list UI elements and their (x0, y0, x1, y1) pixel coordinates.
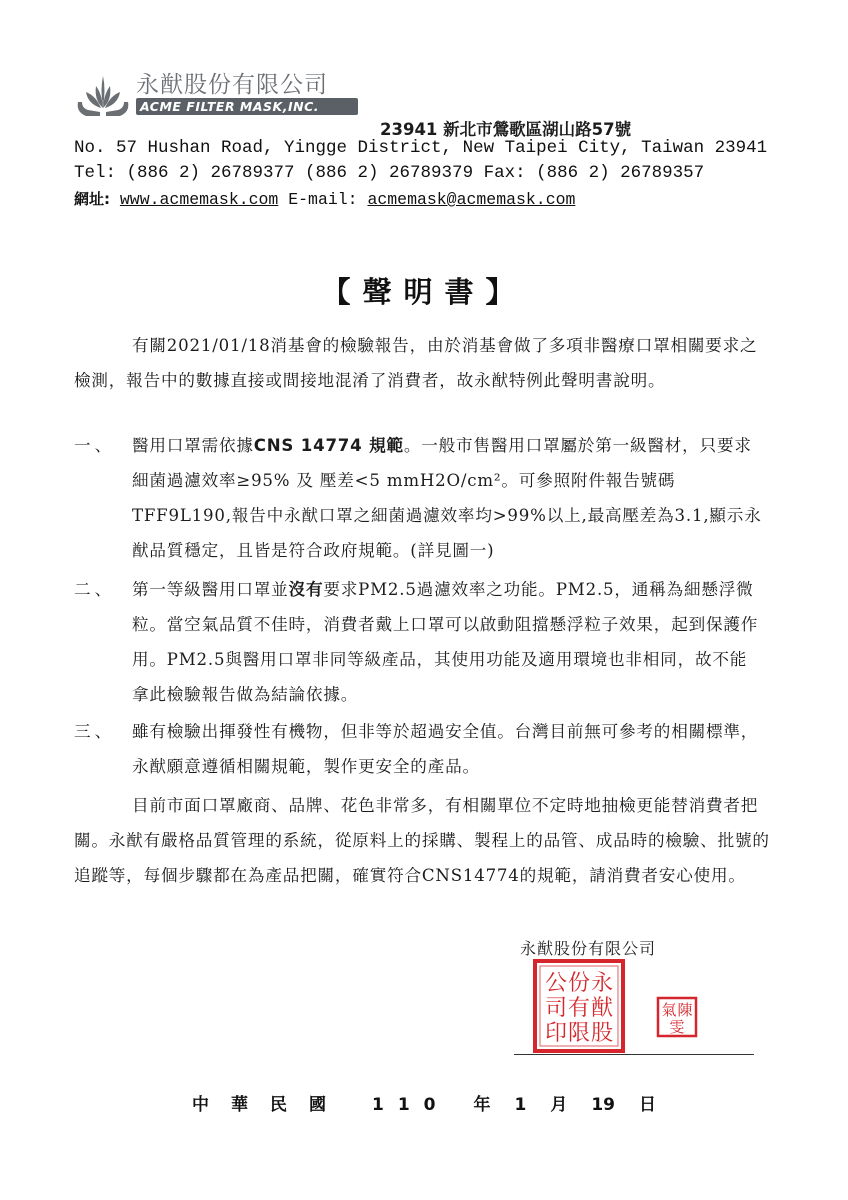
svg-text:印: 印 (544, 1021, 568, 1046)
svg-text:司: 司 (544, 996, 568, 1021)
svg-text:永: 永 (590, 971, 614, 996)
phone-fax-line: Tel: (886 2) 26789377 (886 2) 26789379 Fax: (886 2) 26789357 (74, 163, 705, 183)
item-rest: 。一般市售醫用口罩屬於第一級醫材，只要求細菌過濾效率≥95% 及 壓差<5 mmH2O/cm²。可參照附件報告號碼TFF9L190,報告中永猷口罩之細菌過濾效率均>99%以上,最高壓差為3.1,顯示永猷品質穩定，且皆是符合政府規範。(詳見圖一) (132, 436, 762, 560)
date-day-unit: 日 (639, 1095, 656, 1115)
item-number: 三、 (74, 722, 116, 741)
signer-name: 永猷股份有限公司 (520, 939, 657, 958)
svg-text:陳: 陳 (677, 1001, 693, 1019)
date-year: 110 (371, 1095, 450, 1115)
item-rest: 要求PM2.5過濾效率之功能。PM2.5，通稱為細懸浮微粒。當空氣品質不佳時，消費者戴上口罩可以啟動阻擋懸浮粒子效果，起到保護作用。PM2.5與醫用口罩非同等級產品，其使用功能及適用環境也非相同，故不能拿此檢驗報告做為結論依據。 (132, 580, 759, 704)
intro-text: 有關2021/01/18消基會的檢驗報告，由於消基會做了多項非醫療口罩相關要求之檢測，報告中的數據直接或間接地混淆了消費者，故永猷特例此聲明書說明。 (74, 336, 758, 390)
website-link[interactable]: www.acmemask.com (119, 190, 279, 209)
item-number: 二、 (74, 580, 116, 599)
date-era: 中華民國 (191, 1095, 348, 1115)
address-en: No. 57 Hushan Road, Yingge District, New Taipei City, Taiwan 23941 (74, 138, 768, 158)
svg-text:雯: 雯 (669, 1018, 685, 1036)
item-text (132, 428, 764, 568)
signature-line (514, 1054, 754, 1055)
hands-holding-plant-logo-icon (74, 72, 132, 118)
company-name-en: ACME FILTER MASK,INC. (140, 99, 320, 114)
email-label: E-mail: (288, 190, 358, 209)
closing-text: 目前市面口罩廠商、品牌、花色非常多，有相關單位不定時地抽檢更能替消費者把關。永猷有嚴格品質管理的系統，從原料上的採購、製程上的品管、成品時的檢驗、批號的追蹤等，每個步驟都在為產品把關，確實符合CNS14774的規範，請消費者安心使用。 (74, 796, 770, 885)
item-lead: 醫用口罩需依據 (132, 436, 254, 455)
item-number: 一、 (74, 436, 116, 455)
item-lead: 雖有檢驗出揮發性有機物，但非等於超過安全值。台灣目前無可參考的相關標準，永猷願意遵循相關規範，製作更安全的產品。 (132, 722, 759, 776)
svg-text:公: 公 (544, 971, 568, 996)
email-link[interactable]: acmemask@acmemask.com (367, 190, 576, 209)
statement-item-2 (74, 572, 764, 717)
website-label: 網址: (74, 190, 110, 208)
closing-paragraph (74, 788, 774, 893)
date-day: 19 (591, 1095, 615, 1115)
svg-text:有: 有 (567, 996, 591, 1021)
svg-text:份: 份 (567, 971, 591, 996)
web-email-line (74, 188, 575, 209)
date-year-unit: 年 (473, 1095, 491, 1115)
svg-text:氣: 氣 (661, 1001, 677, 1019)
item-emphasis: 沒有 (288, 580, 324, 599)
personal-seal-stamp (656, 996, 698, 1038)
svg-text:猷: 猷 (590, 996, 614, 1021)
item-text (132, 714, 764, 784)
address-cn: 23941 新北市鶯歌區湖山路57號 (380, 120, 632, 139)
svg-text:股: 股 (590, 1021, 614, 1046)
issue-date (0, 1090, 848, 1115)
document-title: 【聲明書】 (321, 275, 527, 309)
company-seal-stamp (532, 958, 626, 1054)
date-month: 1 (514, 1095, 527, 1115)
date-month-unit: 月 (550, 1095, 568, 1115)
statement-item-3 (74, 714, 764, 789)
item-emphasis: CNS 14774 規範 (253, 436, 404, 455)
statement-item-1 (74, 428, 764, 573)
item-text (132, 572, 764, 712)
company-name-cn: 永猷股份有限公司 (136, 72, 328, 98)
intro-paragraph (74, 328, 774, 398)
svg-text:限: 限 (567, 1021, 591, 1046)
item-lead: 第一等級醫用口罩並 (132, 580, 289, 599)
